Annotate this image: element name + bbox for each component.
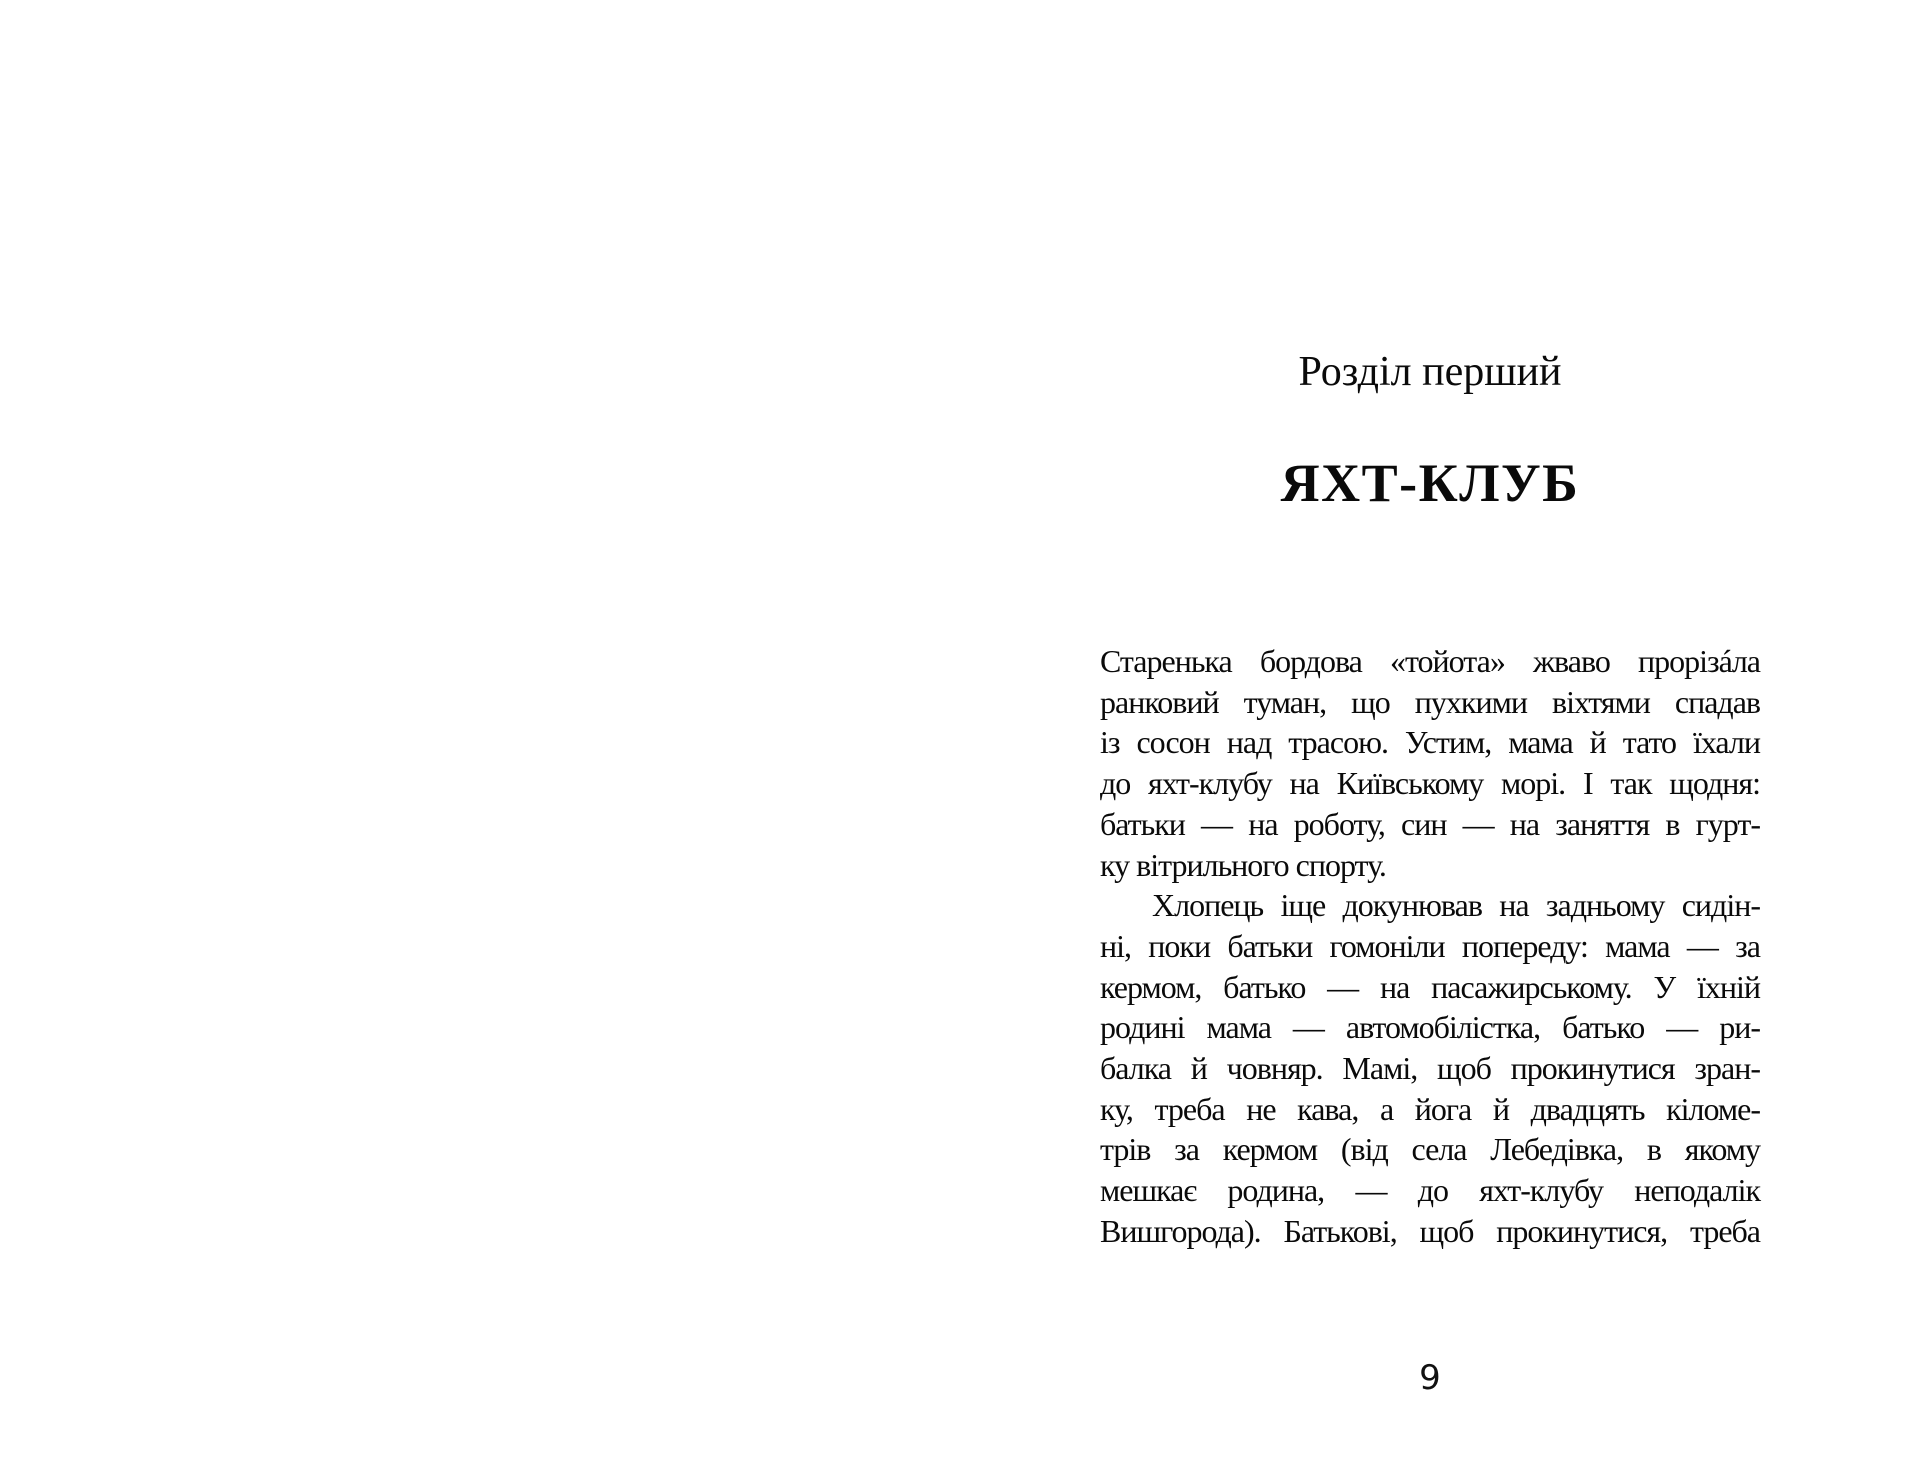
body-text: [1100, 641, 1760, 1252]
text-line: ку, треба не кава, а йога й двадцять кіломе-: [1100, 1090, 1760, 1127]
text-line: ку вітрильного спорту.: [1100, 846, 1386, 883]
text-line: із сосон над трасою. Устим, мама й тато їхали: [1100, 724, 1760, 761]
text-line: ранковий туман, що пухкими віхтями спадав: [1100, 683, 1760, 720]
text-line: родині мама — автомобілістка, батько — ри-: [1100, 1009, 1760, 1046]
text-line: кермом, батько — на пасажирському. У їхній: [1100, 968, 1760, 1005]
text-line: Вишгорода). Батькові, щоб прокинутися, треба: [1100, 1212, 1760, 1249]
chapter-title: ЯХТ-КЛУБ: [1280, 453, 1580, 513]
text-line: Хлопець іще докунював на задньому сидін-: [1152, 887, 1760, 924]
text-line: Старенька бордова «тойота» жваво прорізáла: [1100, 643, 1760, 679]
text-line: ні, поки батьки гомоніли попереду: мама — за: [1100, 927, 1760, 964]
text-line: батьки — на роботу, син — на заняття в гурт-: [1100, 805, 1760, 842]
page-content: [1100, 0, 1760, 1476]
text-line: трів за кермом (від села Лебедівка, в якому: [1100, 1131, 1760, 1168]
text-line: мешкає родина, — до яхт-клубу неподалік: [1100, 1172, 1760, 1209]
text-line: балка й човняр. Мамі, щоб прокинутися зран-: [1100, 1050, 1760, 1087]
chapter-kicker: Розділ перший: [1298, 349, 1562, 395]
page-number: 9: [1419, 1358, 1441, 1398]
text-line: до яхт-клубу на Київському морі. І так щодня:: [1100, 765, 1760, 802]
